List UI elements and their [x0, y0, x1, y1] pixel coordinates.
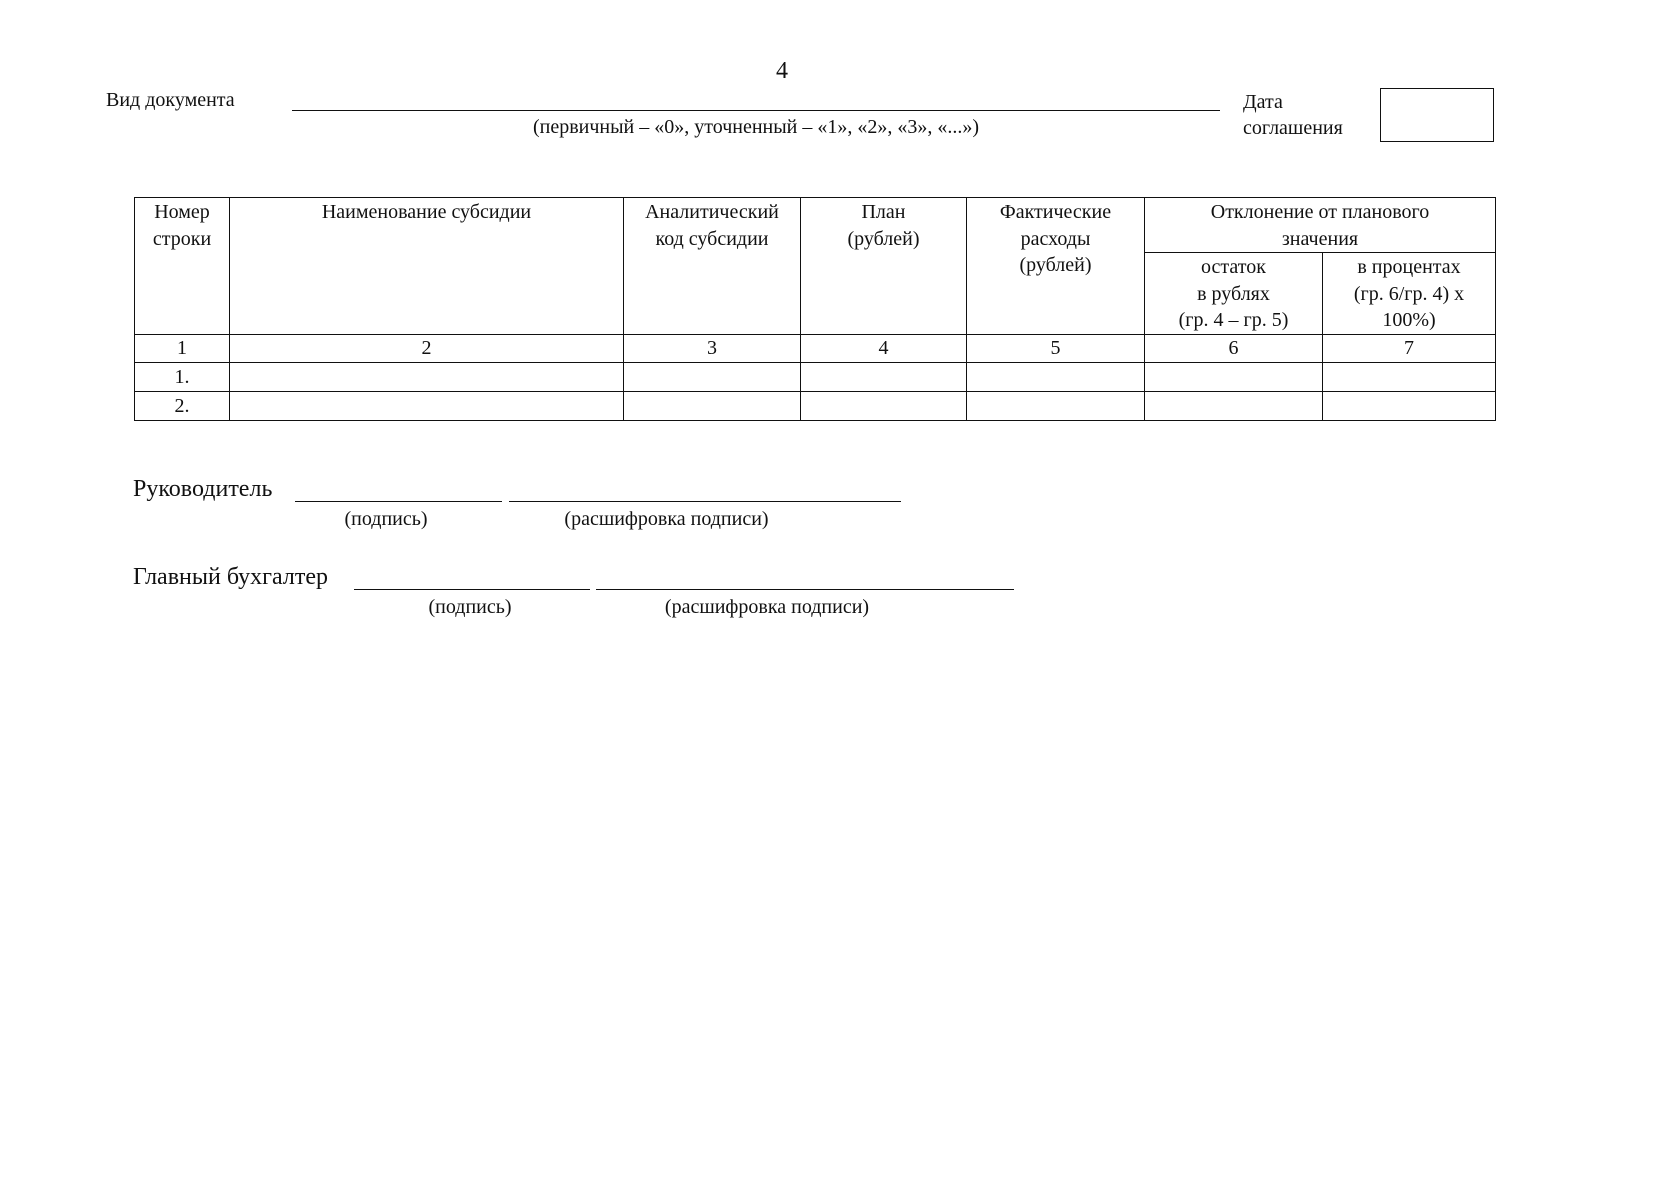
document-type-field[interactable] — [292, 110, 1220, 111]
percent-cell[interactable] — [1323, 391, 1496, 420]
chief-accountant-signature-caption: (подпись) — [428, 596, 512, 618]
chief-accountant-signature-field[interactable] — [354, 589, 590, 590]
column-number: 5 — [967, 334, 1145, 362]
column-number: 2 — [230, 334, 624, 362]
agreement-date-label: Дата соглашения — [1243, 91, 1343, 139]
column-number: 6 — [1145, 334, 1323, 362]
head-label: Руководитель — [133, 476, 273, 502]
head-name-field[interactable] — [509, 501, 901, 502]
plan-cell[interactable] — [801, 391, 967, 420]
chief-accountant-name-field[interactable] — [596, 589, 1014, 590]
row-number-cell: 2. — [135, 391, 230, 420]
document-type-hint: (первичный – «0», уточненный – «1», «2», «3», «...») — [532, 116, 980, 138]
remainder-cell[interactable] — [1145, 391, 1323, 420]
column-header-subsidy-name: Наименование субсидии — [230, 198, 624, 335]
percent-cell[interactable] — [1323, 362, 1496, 391]
subsidy-name-cell[interactable] — [230, 391, 624, 420]
subsidy-name-cell[interactable] — [230, 362, 624, 391]
head-signature-caption: (подпись) — [344, 508, 428, 530]
page-number: 4 — [776, 58, 788, 84]
table-row — [135, 391, 1496, 420]
table-header-row — [135, 198, 1496, 253]
head-name-caption: (расшифровка подписи) — [564, 508, 769, 530]
plan-cell[interactable] — [801, 362, 967, 391]
subsidy-table — [134, 197, 1496, 421]
column-header-plan: План (рублей) — [801, 198, 967, 335]
column-numbers-row — [135, 334, 1496, 362]
column-header-actual: Фактические расходы (рублей) — [967, 198, 1145, 335]
analytic-code-cell[interactable] — [624, 362, 801, 391]
row-number-cell: 1. — [135, 362, 230, 391]
column-number: 4 — [801, 334, 967, 362]
column-header-deviation-percent: в процентах (гр. 6/гр. 4) х 100%) — [1323, 253, 1496, 335]
column-number: 3 — [624, 334, 801, 362]
table-row — [135, 362, 1496, 391]
agreement-date-field[interactable] — [1380, 88, 1494, 142]
chief-accountant-name-caption: (расшифровка подписи) — [664, 596, 870, 618]
column-header-row-number: Номер строки — [135, 198, 230, 335]
actual-cell[interactable] — [967, 391, 1145, 420]
column-header-deviation: Отклонение от планового значения — [1145, 198, 1496, 253]
column-header-deviation-remainder: остаток в рублях (гр. 4 – гр. 5) — [1145, 253, 1323, 335]
chief-accountant-label: Главный бухгалтер — [133, 564, 328, 590]
document-type-label: Вид документа — [106, 89, 235, 111]
column-number: 7 — [1323, 334, 1496, 362]
column-header-analytic-code: Аналитический код субсидии — [624, 198, 801, 335]
analytic-code-cell[interactable] — [624, 391, 801, 420]
actual-cell[interactable] — [967, 362, 1145, 391]
remainder-cell[interactable] — [1145, 362, 1323, 391]
head-signature-field[interactable] — [295, 501, 502, 502]
column-number: 1 — [135, 334, 230, 362]
